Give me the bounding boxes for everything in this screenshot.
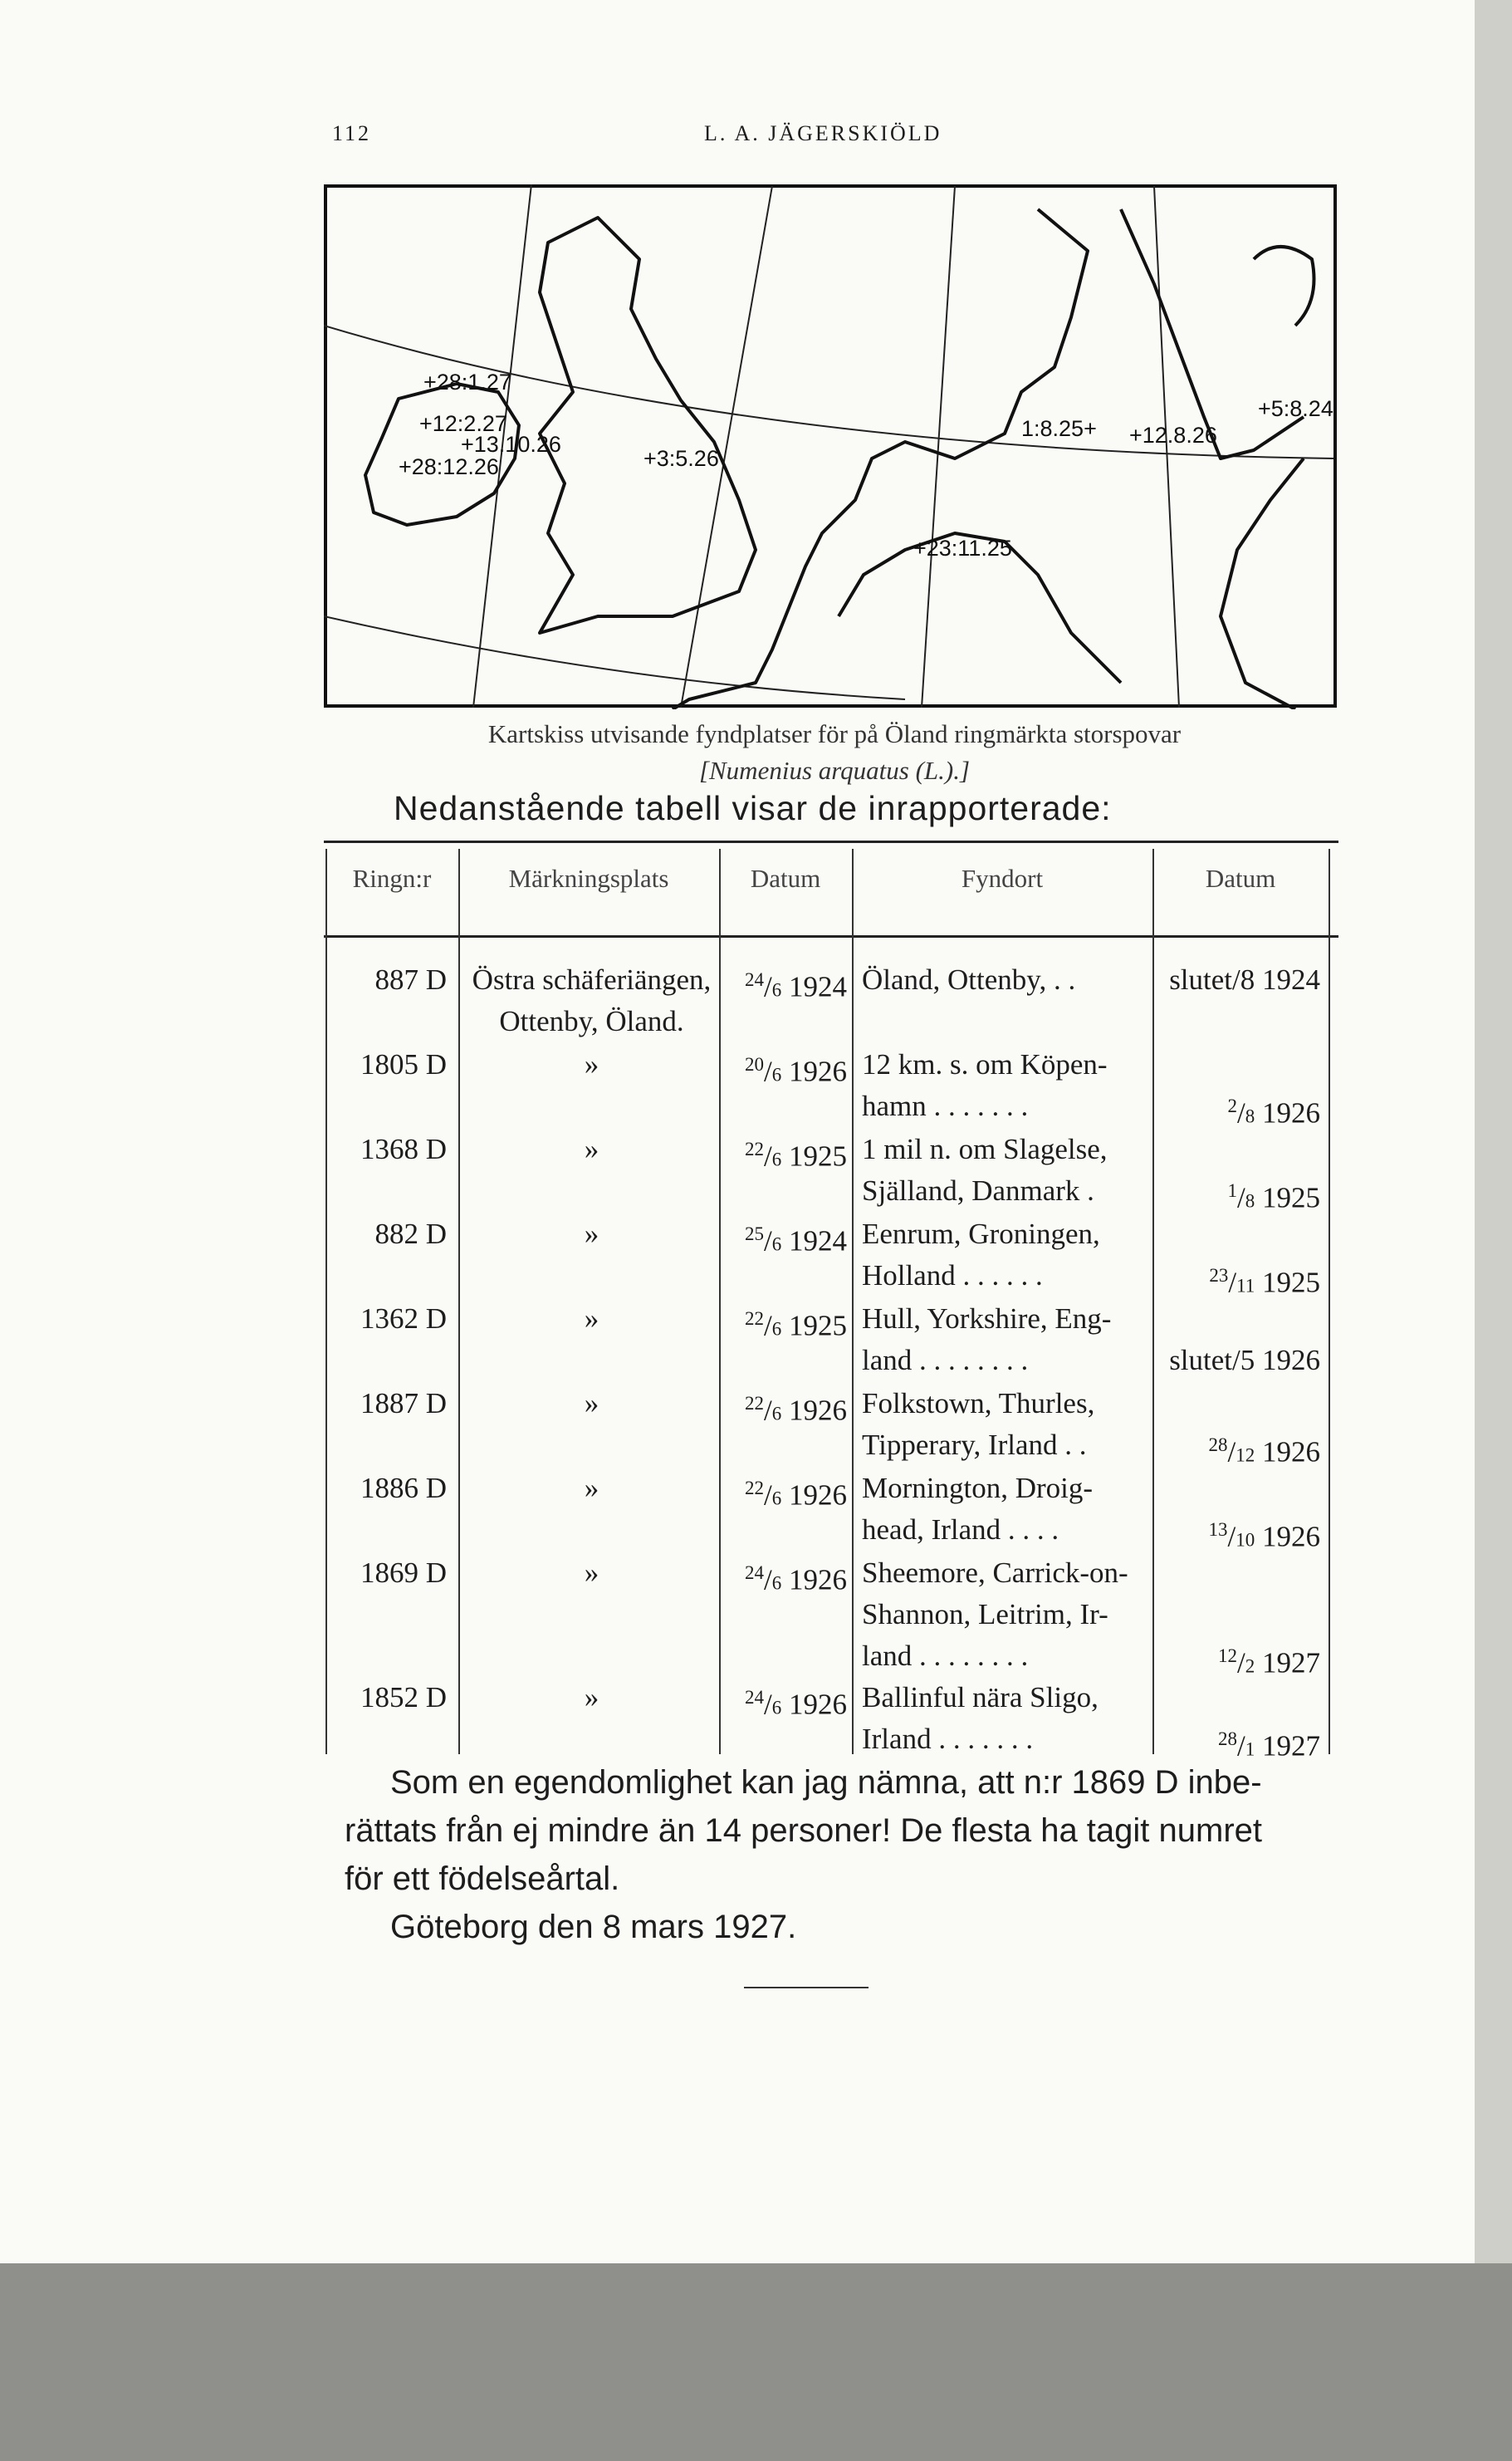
find-date: $^1$/8 1925 <box>1227 1180 1320 1214</box>
scan-margin-right <box>1475 0 1512 2461</box>
marking-date: $^{22}$/6 1926 <box>745 1393 847 1427</box>
map-caption: Kartskiss utvisande fyndplatser för på Öland ringmärkta storspovar <box>487 719 1182 748</box>
find-place: head, Irland . . . . <box>862 1513 1059 1546</box>
map-label: +5:8.24 <box>1258 396 1333 421</box>
find-place: Irland . . . . . . . <box>862 1723 1034 1755</box>
find-date: $^{28}$/12 1926 <box>1208 1434 1320 1468</box>
find-place: hamn . . . . . . . <box>862 1090 1029 1122</box>
marking-place: » <box>584 1133 599 1165</box>
marking-place: » <box>584 1681 599 1713</box>
find-date: $^{23}$/11 1925 <box>1209 1265 1320 1299</box>
col-header-ring: Ringn:r <box>352 864 432 893</box>
marking-place: » <box>584 1557 599 1589</box>
find-place: Öland, Ottenby, . . <box>862 963 1076 996</box>
map-label: +23:11.25 <box>913 536 1012 561</box>
find-place: land . . . . . . . . <box>862 1640 1029 1672</box>
map-label: 1:8.25+ <box>1021 416 1097 441</box>
find-place: Ballinful nära Sligo, <box>862 1681 1099 1713</box>
find-place: Hull, Yorkshire, Eng- <box>862 1302 1112 1335</box>
marking-date: $^{25}$/6 1924 <box>745 1223 847 1257</box>
find-date: slutet/5 1926 <box>1169 1344 1320 1376</box>
col-header-find-date: Datum <box>1205 864 1276 893</box>
col-header-find-place: Fyndort <box>961 864 1044 893</box>
marking-date: $^{22}$/6 1925 <box>745 1308 847 1342</box>
find-place: 1 mil n. om Slagelse, <box>862 1133 1108 1165</box>
find-date: slutet/8 1924 <box>1169 963 1320 996</box>
table-col-rule <box>719 849 721 1754</box>
ring-number: 1362 D <box>360 1302 447 1335</box>
marking-place: » <box>584 1302 599 1335</box>
find-place: Mornington, Droig- <box>862 1472 1094 1504</box>
marking-date: $^{24}$/6 1926 <box>745 1687 847 1721</box>
col-header-date: Datum <box>750 864 821 893</box>
marking-place: » <box>584 1048 599 1081</box>
find-place: land . . . . . . . . <box>862 1344 1029 1376</box>
marking-place: » <box>584 1472 599 1504</box>
find-date: $^{13}$/10 1926 <box>1208 1519 1320 1553</box>
map-label: +28:1.27 <box>423 370 511 395</box>
marking-date: $^{20}$/6 1926 <box>745 1054 847 1088</box>
body-paragraph-line: för ett födelseårtal. <box>345 1860 620 1897</box>
table-top-rule <box>324 841 1338 843</box>
marking-place: » <box>584 1218 599 1250</box>
table-col-rule <box>458 849 460 1754</box>
table-header-rule <box>324 935 1338 938</box>
marking-place: » <box>584 1387 599 1419</box>
ring-number: 1869 D <box>360 1557 447 1589</box>
ring-number: 1368 D <box>360 1133 447 1165</box>
ring-number: 882 D <box>374 1218 447 1250</box>
find-place: Folkstown, Thurles, <box>862 1387 1095 1419</box>
marking-date: $^{22}$/6 1926 <box>745 1478 847 1512</box>
find-date: $^{12}$/2 1927 <box>1218 1645 1320 1679</box>
ring-number: 1852 D <box>360 1681 447 1713</box>
ring-number: 887 D <box>374 963 447 996</box>
map-label: +12:2.27 <box>419 411 507 436</box>
find-date: $^2$/8 1926 <box>1227 1096 1320 1130</box>
ring-number: 1886 D <box>360 1472 447 1504</box>
find-date: $^{28}$/1 1927 <box>1218 1728 1320 1762</box>
sketch-map <box>324 184 1337 709</box>
find-place: Själland, Danmark . <box>862 1174 1094 1207</box>
find-place: Holland . . . . . . <box>862 1259 1043 1292</box>
map-label: +3:5.26 <box>643 446 719 471</box>
body-paragraph-line: rättats från ej mindre än 14 personer! De flesta ha tagit numret <box>345 1812 1263 1849</box>
find-place: Eenrum, Groningen, <box>862 1218 1100 1250</box>
find-place: Sheemore, Carrick-on- <box>862 1557 1128 1589</box>
body-paragraph-line: Som en egendomlighet kan jag nämna, att n:r 1869 D inbe- <box>390 1764 1262 1801</box>
map-label: +12.8.26 <box>1129 423 1217 448</box>
table-col-rule <box>852 849 854 1754</box>
find-place: 12 km. s. om Köpen- <box>862 1048 1108 1081</box>
col-header-marking-place: Märkningsplats <box>508 864 669 893</box>
marking-place: Ottenby, Öland. <box>499 1005 684 1037</box>
page-number: 112 <box>332 121 372 145</box>
table-col-rule <box>1329 849 1330 1754</box>
ring-number: 1805 D <box>360 1048 447 1081</box>
running-title: L. A. JÄGERSKIÖLD <box>704 121 942 145</box>
scan-margin-bottom <box>0 2263 1512 2461</box>
signoff: Göteborg den 8 mars 1927. <box>390 1909 797 1945</box>
marking-date: $^{24}$/6 1926 <box>745 1562 847 1596</box>
marking-place: Östra schäferiängen, <box>472 963 712 996</box>
marking-date: $^{22}$/6 1925 <box>745 1139 847 1173</box>
find-place: Shannon, Leitrim, Ir- <box>862 1598 1108 1630</box>
find-place: Tipperary, Irland . . <box>862 1429 1087 1461</box>
end-rule <box>744 1987 869 1988</box>
marking-date: $^{24}$/6 1924 <box>745 969 847 1003</box>
table-intro: Nedanstående tabell visar de inrapporterade: <box>394 789 1112 827</box>
ring-number: 1887 D <box>360 1387 447 1419</box>
map-label: +13.10.26 <box>461 432 561 457</box>
map-caption-species: [Numenius arquatus (L.).] <box>698 756 971 785</box>
map-label: +28:12.26 <box>399 454 499 479</box>
